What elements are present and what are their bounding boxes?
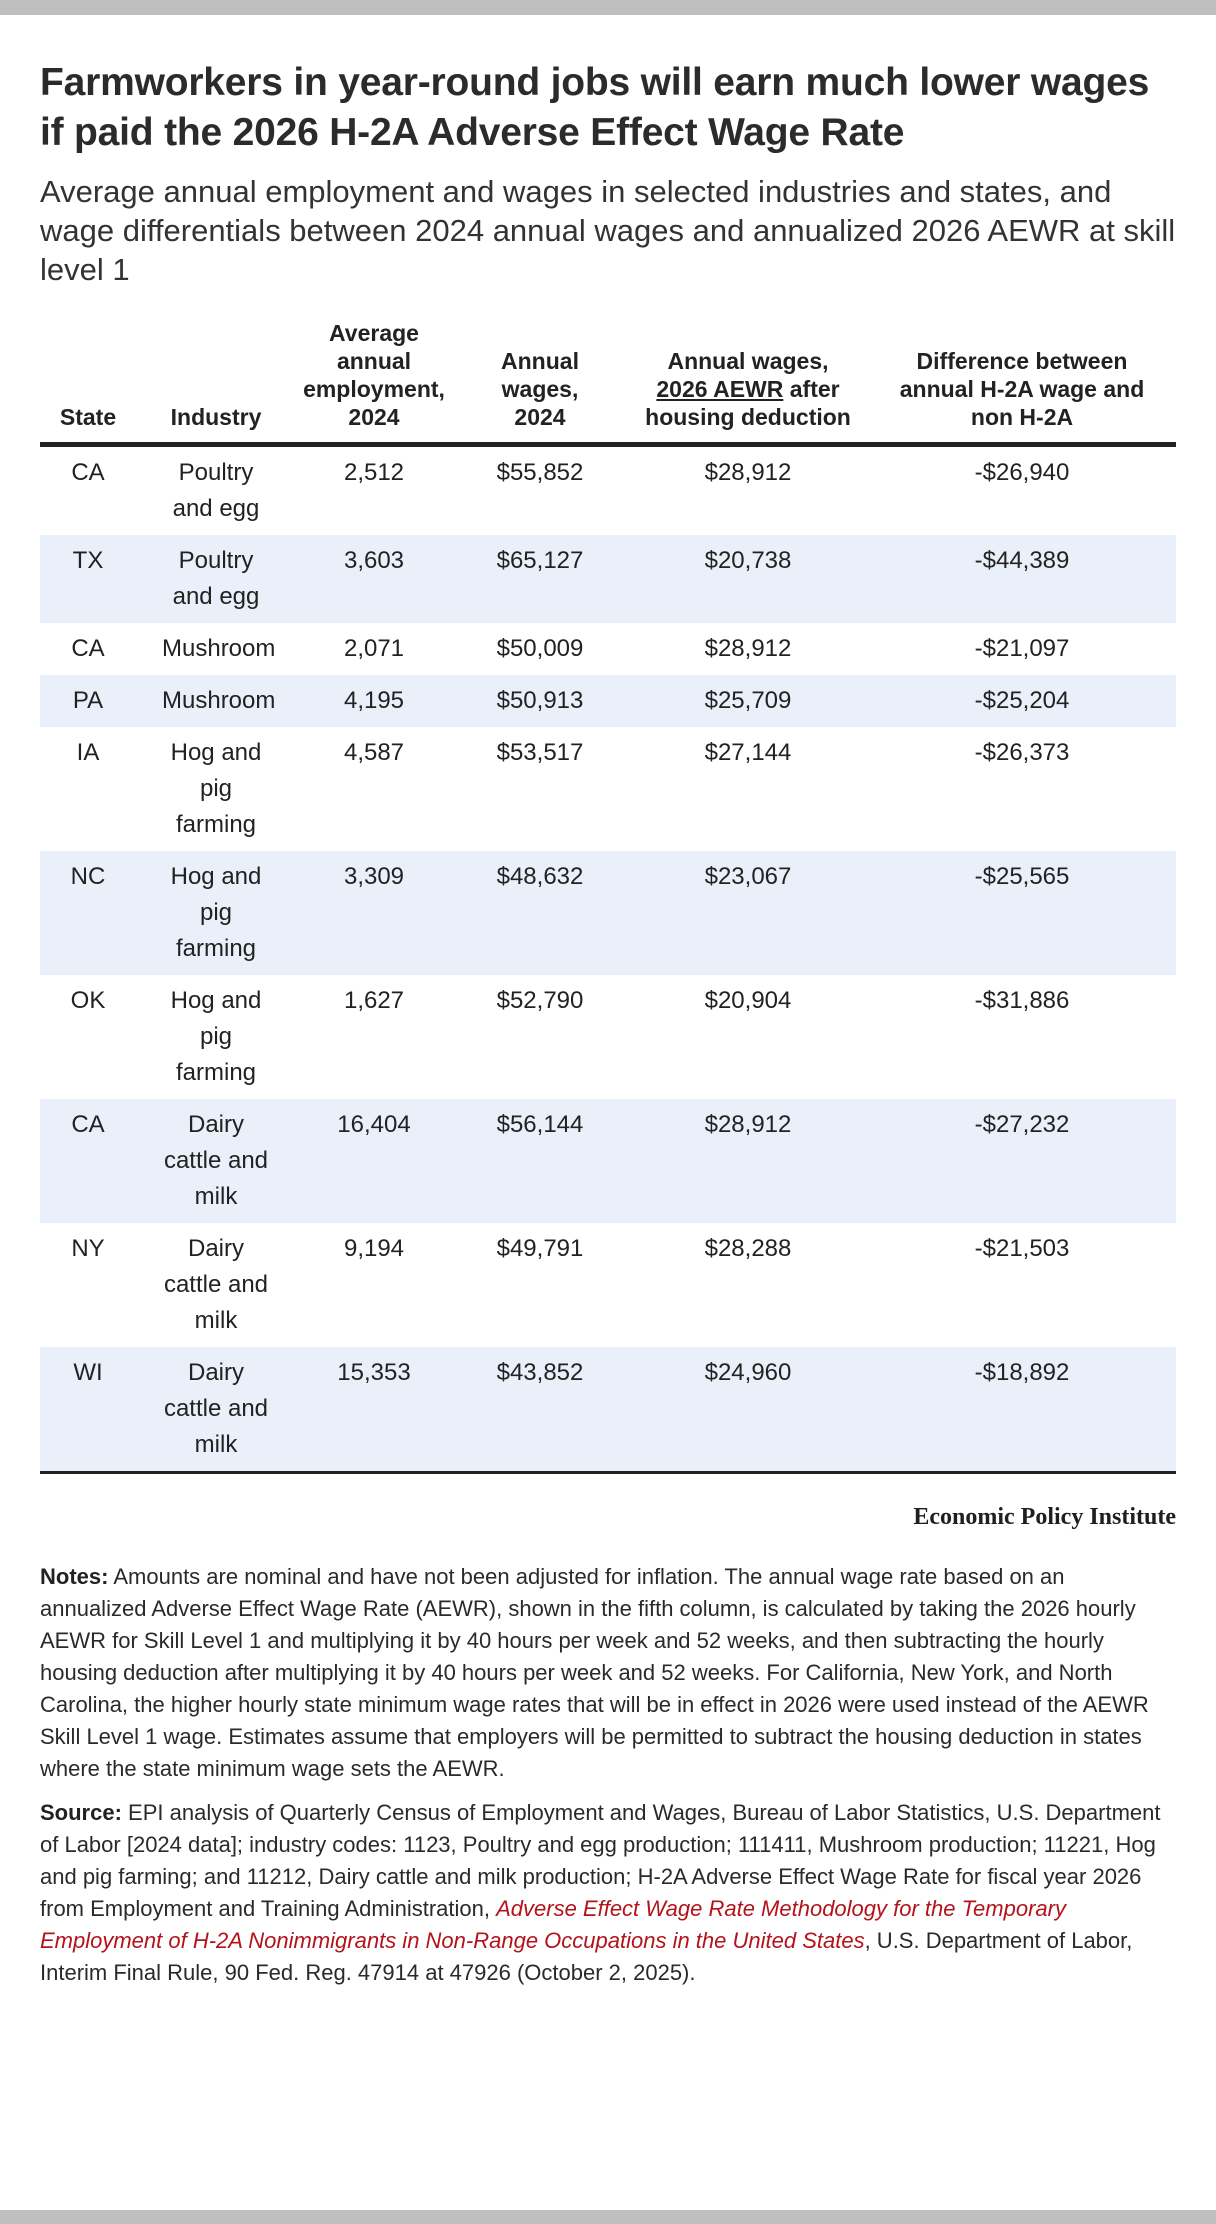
wages-cell: $52,790: [496, 987, 584, 1014]
aewr-cell: $25,709: [628, 675, 868, 727]
employment-cell: 1,627: [343, 987, 405, 1014]
source-label: Source:: [40, 1800, 122, 1825]
table-row: [40, 975, 1176, 1099]
table-row: [40, 623, 1176, 675]
aewr-header-prefix: Annual wages,: [667, 348, 829, 374]
employment-cell: 2,512: [343, 459, 405, 486]
employment-cell: 9,194: [343, 1235, 405, 1262]
wages-cell: $53,517: [496, 739, 584, 766]
employment-cell: 2,071: [343, 635, 405, 662]
industry-cell: Mushroom: [162, 635, 276, 662]
column-header-state: State: [40, 319, 136, 445]
industry-cell: Poultry and egg: [136, 535, 296, 623]
table-header-row: [40, 319, 1176, 445]
aewr-link[interactable]: 2026 AEWR: [656, 376, 784, 402]
wages-cell: $50,009: [496, 635, 584, 662]
column-header-industry: Industry: [136, 319, 296, 445]
aewr-cell: $27,144: [704, 739, 792, 766]
industry-cell: Poultry and egg: [172, 459, 260, 522]
chart-subtitle: Average annual employment and wages in selected industries and states, and wage differentials between 2024 annual wages and annualized 2026 AEWR at skill level 1: [40, 174, 1176, 287]
aewr-cell: $28,288: [704, 1235, 792, 1262]
notes-text: Amounts are nominal and have not been adjusted for inflation. The annual wage rate based on an annualized Adverse Effect Wage Rate (AEWR), shown in the fifth column, is calculated by taking the 2026 hourly AEWR for Skill Level 1 and multiplying it by 40 hours per week and 52 weeks, and then subtracting the hourly housing deduction after multiplying it by 40 hours per week and 52 weeks. For California, New York, and North Carolina, the higher hourly state minimum wage rates that will be in effect in 2026 were used instead of the AEWR Skill Level 1 wage. Estimates assume that employers will be permitted to subtract the housing deduction in states where the state minimum wage sets the AEWR.: [40, 1564, 1149, 1781]
state-cell: NY: [71, 1235, 105, 1262]
employment-cell: 3,309: [296, 851, 452, 975]
source-block: [40, 1797, 1176, 1989]
state-cell: OK: [70, 987, 106, 1014]
state-cell: PA: [40, 675, 136, 727]
difference-cell: -$18,892: [868, 1347, 1176, 1473]
wages-cell: $43,852: [452, 1347, 628, 1473]
table-row: [40, 727, 1176, 851]
aewr-cell: $24,960: [628, 1347, 868, 1473]
table-row: [40, 851, 1176, 975]
difference-cell: -$26,373: [974, 739, 1070, 766]
column-header-wages: Annual wages, 2024: [452, 319, 628, 445]
table-row: [40, 1223, 1176, 1347]
table-row: [40, 1347, 1176, 1473]
state-cell: TX: [40, 535, 136, 623]
wages-cell: $65,127: [452, 535, 628, 623]
notes-block: [40, 1561, 1176, 1785]
aewr-header-suffix: after housing deduction: [645, 376, 851, 430]
industry-cell: Hog and pig farming: [136, 851, 296, 975]
difference-cell: -$25,204: [868, 675, 1176, 727]
employment-cell: 4,587: [343, 739, 405, 766]
difference-cell: -$25,565: [868, 851, 1176, 975]
industry-cell: Hog and pig farming: [170, 987, 262, 1086]
wages-cell: $49,791: [496, 1235, 584, 1262]
source-text: EPI analysis of Quarterly Census of Employment and Wages, Bureau of Labor Statistics, U.S. Department of Labor [2024 data]; industry codes: 1123, Poultry and egg production; 111411, Mushroom production; 11221, Hog and pig farming; and 11212, Dairy cattle and milk production; H-2A Adverse Effect Wage Rate for fiscal year 2026 from Employment and Training Administration,: [40, 1800, 1161, 1921]
employment-cell: 3,603: [296, 535, 452, 623]
aewr-cell: $20,738: [628, 535, 868, 623]
table-row: [40, 445, 1176, 536]
table-row: [40, 675, 1176, 727]
state-cell: NC: [40, 851, 136, 975]
difference-cell: -$21,503: [974, 1235, 1070, 1262]
employment-cell: 16,404: [296, 1099, 452, 1223]
difference-cell: -$31,886: [974, 987, 1070, 1014]
chart-container: [40, 58, 1176, 1989]
industry-cell: Dairy cattle and milk: [163, 1235, 269, 1334]
source-link[interactable]: Adverse Effect Wage Rate Methodology for the Temporary Employment of H-2A Nonimmigrants in Non-Range Occupations in the United States: [40, 1896, 1066, 1953]
wages-cell: $50,913: [452, 675, 628, 727]
difference-cell: -$27,232: [868, 1099, 1176, 1223]
column-header-employment: Average annual employment, 2024: [296, 319, 452, 445]
wages-cell: $56,144: [452, 1099, 628, 1223]
table-body: [40, 445, 1176, 1473]
employment-cell: 4,195: [296, 675, 452, 727]
brand-attribution: Economic Policy Institute: [913, 1504, 1176, 1530]
source-text-after: , U.S. Department of Labor, Interim Final Rule, 90 Fed. Reg. 47914 at 47926 (October 2, 2025).: [40, 1928, 1133, 1985]
difference-cell: -$26,940: [974, 459, 1070, 486]
state-cell: CA: [71, 635, 105, 662]
state-cell: CA: [71, 459, 105, 486]
aewr-cell: $20,904: [704, 987, 792, 1014]
industry-cell: Hog and pig farming: [170, 739, 262, 838]
industry-cell: Mushroom: [136, 675, 296, 727]
table-row: [40, 535, 1176, 623]
industry-cell: Dairy cattle and milk: [136, 1347, 296, 1473]
table-row: [40, 1099, 1176, 1223]
employment-cell: 15,353: [296, 1347, 452, 1473]
wages-cell: $55,852: [496, 459, 584, 486]
state-cell: CA: [40, 1099, 136, 1223]
aewr-cell: $23,067: [628, 851, 868, 975]
aewr-cell: $28,912: [704, 459, 792, 486]
difference-cell: -$44,389: [868, 535, 1176, 623]
aewr-cell: $28,912: [704, 635, 792, 662]
chart-title: Farmworkers in year-round jobs will earn much lower wages if paid the 2026 H-2A Adverse Effect Wage Rate: [40, 61, 1150, 154]
industry-cell: Dairy cattle and milk: [136, 1099, 296, 1223]
bottom-border-bar: [0, 2210, 1216, 2224]
data-table: [40, 319, 1176, 1474]
column-header-difference: Difference between annual H-2A wage and non H-2A: [868, 319, 1176, 445]
aewr-cell: $28,912: [628, 1099, 868, 1223]
top-border-bar: [0, 0, 1216, 15]
state-cell: WI: [40, 1347, 136, 1473]
column-header-aewr: [628, 319, 868, 445]
state-cell: IA: [76, 739, 100, 766]
difference-cell: -$21,097: [974, 635, 1070, 662]
wages-cell: $48,632: [452, 851, 628, 975]
notes-label: Notes:: [40, 1564, 109, 1589]
